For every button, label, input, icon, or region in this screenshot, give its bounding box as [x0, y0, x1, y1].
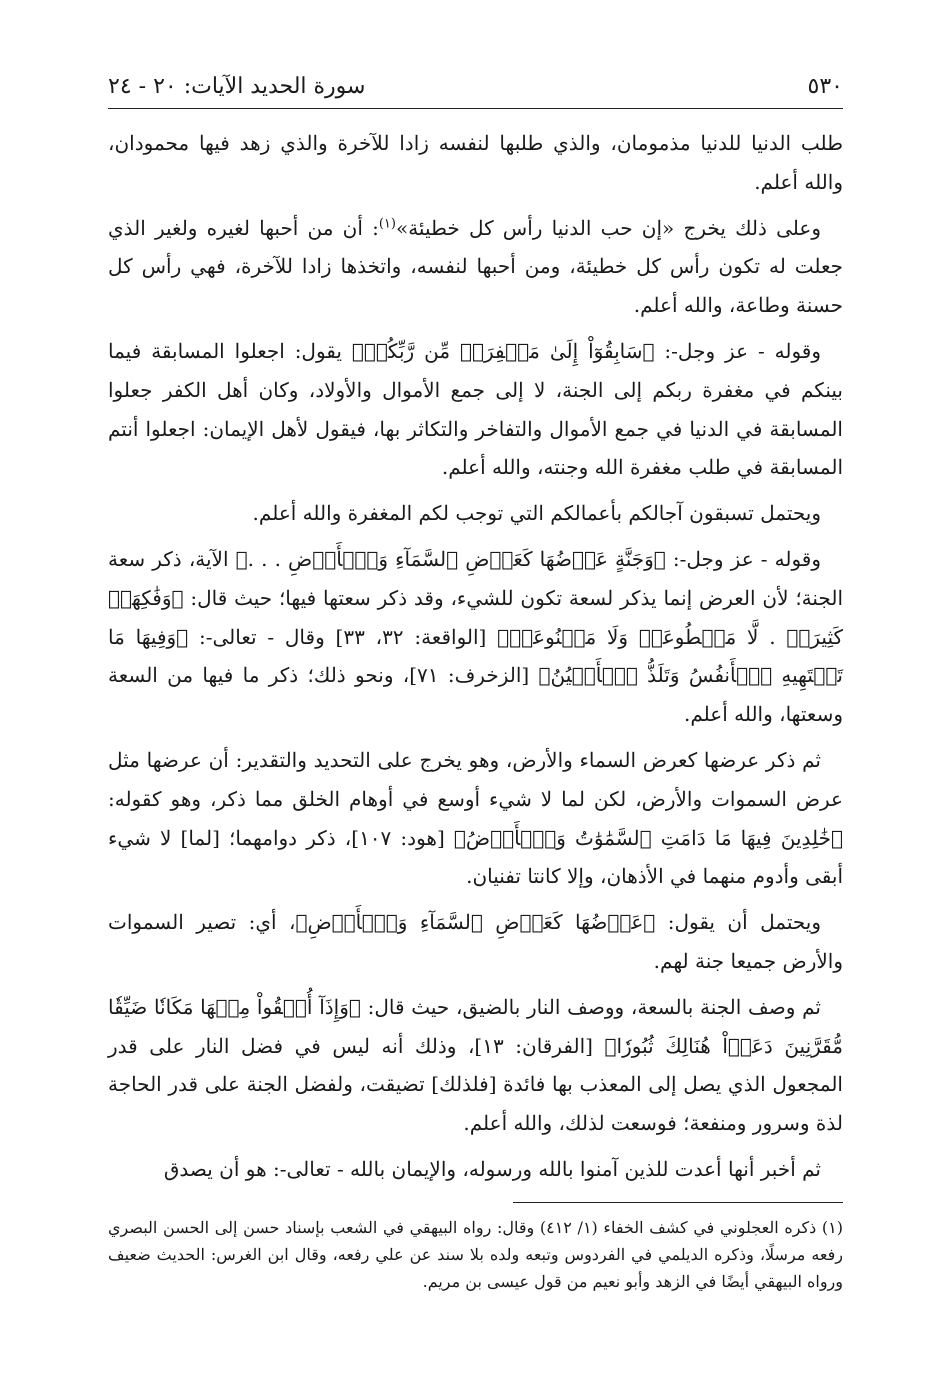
paragraph-text: ثم وصف الجنة بالسعة، ووصف النار بالضيق، حيث قال: — [360, 994, 821, 1019]
paragraph-text: ويحتمل أن يقول: — [655, 910, 821, 935]
footnote-divider — [513, 1202, 843, 1203]
surah-title: سورة الحديد الآيات: ٢٠ - ٢٤ — [108, 73, 366, 99]
quran-verse: ﴿وَجَنَّةٍ عَرۡضُهَا كَعَرۡضِ ٱلسَّمَآءِ وَٱلۡأَرۡضِ . . .﴾ — [235, 546, 666, 571]
paragraph — [108, 209, 843, 325]
header-divider — [108, 108, 843, 109]
paragraph — [108, 540, 843, 734]
quran-verse: ﴿وَفِيهَا مَا تَشۡتَهِيهِ ٱلۡأَنفُسُ وَتَلَذُّ ٱلۡأَعۡيُنُ﴾ — [108, 624, 843, 688]
footnote-entry: (١) ذكره العجلوني في كشف الخفاء (١/ ٤١٢) وقال: رواه البيهقي في الشعب بإسناد حسن إلى الحسن البصري رفعه مرسلًا، وذكره الديلمي في الفردوس وتبعه ولده بلا سند عن علي رفعه، وقال ابن الغرس: الحديث ضعيف ورواه البيهقي أيضًا في الزهد وأبو نعيم من قول عيسى بن مريم. — [108, 1218, 843, 1291]
footnote-reference: (١) — [378, 215, 396, 231]
page-header — [108, 70, 843, 102]
paragraph-text: يقول: اجعلوا المسابقة فيما بينكم في مغفرة ربكم إلى الجنة، لا إلى جمع الأموال والأولاد، وكان أهل الكفر جعلوا المسابقة في الدنيا في جمع الأموال والتفاخر والتكاثر بها، فيقول لأهل الإيمان: اجعلوا أنتم المسابقة في طلب مغفرة الله وجنته، والله أعلم. — [108, 338, 843, 480]
paragraph-text: الآية، ذكر سعة الجنة؛ لأن العرض إنما يذكر لسعة تكون للشيء، وقد ذكر سعتها فيها؛ حيث قال: — [108, 546, 843, 610]
paragraph-text: وعلى ذلك يخرج «إن حب الدنيا رأس كل خطيئة» — [395, 215, 821, 240]
paragraph-text: ويحتمل تسبقون آجالكم بأعمالكم التي توجب لكم المغفرة والله أعلم. — [252, 501, 821, 526]
paragraph — [108, 494, 843, 533]
quran-verse: ﴿عَرۡضُهَا كَعَرۡضِ ٱلسَّمَآءِ وَٱلۡأَرۡضِ﴾ — [295, 910, 656, 935]
quran-verse: ﴿سَابِقُوٓاْ إِلَىٰ مَغۡفِرَةٖ مِّن رَّبِّكُمۡ﴾ — [351, 338, 655, 363]
footnotes — [108, 1214, 843, 1295]
paragraph — [108, 124, 843, 202]
page-number: ٥٣٠ — [807, 73, 843, 99]
paragraph-text: [الفرقان: ١٣]، وذلك أنه ليس في فضل النار على قدر المجعول الذي يصل إلى المعذب بها فائدة [فلذلك] تضيقت، ولفضل الجنة على قدر الحاجة لذة وسرور ومنفعة؛ فوسعت لذلك، والله أعلم. — [108, 1033, 843, 1136]
main-text — [108, 124, 843, 1196]
paragraph-text: [الزخرف: ٧١]، ونحو ذلك؛ ذكر ما فيها من السعة وسعتها، والله أعلم. — [108, 663, 843, 727]
quran-verse: ﴿خَٰلِدِينَ فِيهَا مَا دَامَتِ ٱلسَّمَٰوَٰتُ وَٱلۡأَرۡضُ﴾ — [453, 825, 843, 850]
paragraph-text: ثم أخبر أنها أعدت للذين آمنوا بالله ورسوله، والإيمان بالله - تعالى-: هو أن يصدق — [163, 1156, 821, 1181]
paragraph — [108, 988, 843, 1143]
paragraph — [108, 1150, 843, 1189]
paragraph-text: ، أي: تصير السموات والأرض جميعا جنة لهم. — [108, 910, 843, 973]
paragraph-text: ثم ذكر عرضها كعرض السماء والأرض، وهو يخرج على التحديد والتقدير: أن عرضها مثل عرض السموات والأرض، لكن لما لا شيء أوسع في أوهام الخلق مما ذكر، وهو كقوله: — [108, 747, 843, 811]
paragraph — [108, 903, 843, 981]
quran-verse: ﴿وَفَٰكِهَةٖ كَثِيرَةٖ . لَّا مَقۡطُوعَةٖ وَلَا مَمۡنُوعَةٖ﴾ — [108, 585, 843, 649]
paragraph-text: وقوله - عز وجل-: — [654, 338, 821, 363]
paragraph-text: [هود: ١٠٧]، ذكر دوامهما؛ [لما] لا شيء أبقى وأدوم منهما في الأذهان، وإلا كانتا تفنيان. — [108, 825, 843, 889]
paragraph-text: [الواقعة: ٣٢، ٣٣] وقال - تعالى-: — [188, 624, 498, 649]
paragraph — [108, 741, 843, 896]
paragraph-text: : أن من أحبها لغيره ولغير الذي جعلت له تكون رأس كل خطيئة، ومن أحبها لنفسه، واتخذها زادا للآخرة، فهي رأس كل حسنة وطاعة، والله أعلم. — [108, 215, 843, 318]
paragraph — [108, 332, 843, 487]
quran-verse: ﴿وَإِذَآ أُلۡقُواْ مِنۡهَا مَكَانٗا ضَيِّقٗا مُّقَرَّنِينَ دَعَوۡاْ هُنَالِكَ ثُبُورٗا﴾ — [108, 994, 844, 1058]
paragraph-text: طلب الدنيا للدنيا مذمومان، والذي طلبها لنفسه زادا للآخرة والذي زهد فيها محمودان، والله أعلم. — [108, 131, 843, 194]
paragraph-text: وقوله - عز وجل-: — [665, 546, 821, 571]
